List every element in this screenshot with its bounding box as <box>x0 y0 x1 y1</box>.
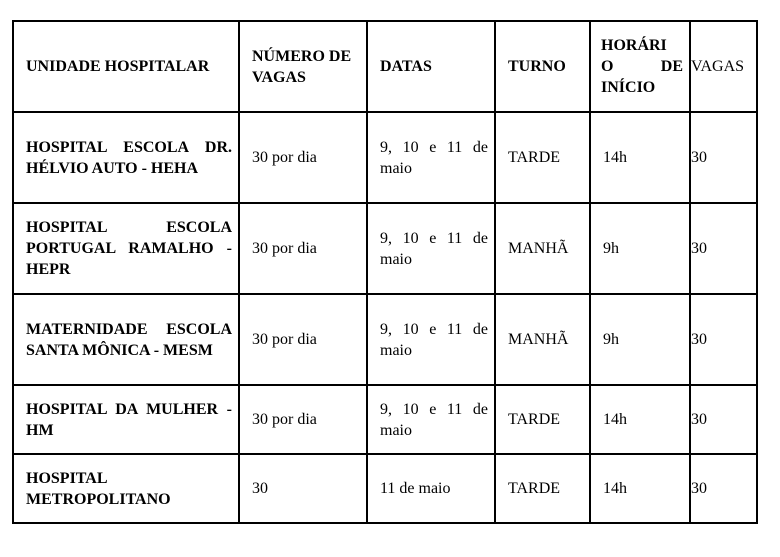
cell-datas: 9, 10 e 11 de maio <box>367 294 495 385</box>
header-numero: NÚMERO DE VAGAS <box>239 21 367 112</box>
cell-vagas: 30 <box>690 112 757 203</box>
cell-horario: 9h <box>590 203 690 294</box>
cell-datas: 11 de maio <box>367 454 495 523</box>
cell-horario: 14h <box>590 454 690 523</box>
cell-vagas: 30 <box>690 203 757 294</box>
header-vagas: VAGAS <box>690 21 757 112</box>
cell-numero: 30 <box>239 454 367 523</box>
cell-horario: 9h <box>590 294 690 385</box>
vagas-table <box>12 20 758 524</box>
cell-datas: 9, 10 e 11 de maio <box>367 203 495 294</box>
header-horario-line-2: O DE <box>601 58 683 75</box>
header-unidade: UNIDADE HOSPITALAR <box>13 21 239 112</box>
header-horario <box>590 21 690 112</box>
table-row <box>13 385 757 454</box>
header-datas: DATAS <box>367 21 495 112</box>
header-horario-line-3: INÍCIO <box>601 79 656 96</box>
cell-horario: 14h <box>590 385 690 454</box>
cell-unidade: HOSPITAL METROPOLITANO <box>13 454 239 523</box>
header-horario-line-1: HORÁRI <box>601 37 667 54</box>
cell-turno: MANHÃ <box>495 294 590 385</box>
cell-datas: 9, 10 e 11 de maio <box>367 385 495 454</box>
cell-vagas: 30 <box>690 454 757 523</box>
table-row <box>13 454 757 523</box>
cell-vagas: 30 <box>690 294 757 385</box>
cell-numero: 30 por dia <box>239 203 367 294</box>
cell-unidade: HOSPITAL ESCOLA DR. HÉLVIO AUTO - HEHA <box>13 112 239 203</box>
cell-turno: MANHÃ <box>495 203 590 294</box>
cell-turno: TARDE <box>495 385 590 454</box>
cell-numero: 30 por dia <box>239 294 367 385</box>
cell-horario: 14h <box>590 112 690 203</box>
header-row <box>13 21 757 112</box>
cell-datas: 9, 10 e 11 de maio <box>367 112 495 203</box>
cell-vagas: 30 <box>690 385 757 454</box>
cell-numero: 30 por dia <box>239 385 367 454</box>
cell-unidade: MATERNIDADE ESCOLA SANTA MÔNICA - MESM <box>13 294 239 385</box>
table-row <box>13 294 757 385</box>
cell-numero: 30 por dia <box>239 112 367 203</box>
cell-turno: TARDE <box>495 454 590 523</box>
cell-turno: TARDE <box>495 112 590 203</box>
cell-unidade: HOSPITAL ESCOLA PORTUGAL RAMALHO - HEPR <box>13 203 239 294</box>
header-turno: TURNO <box>495 21 590 112</box>
table-row <box>13 203 757 294</box>
table-row <box>13 112 757 203</box>
cell-unidade: HOSPITAL DA MULHER - HM <box>13 385 239 454</box>
